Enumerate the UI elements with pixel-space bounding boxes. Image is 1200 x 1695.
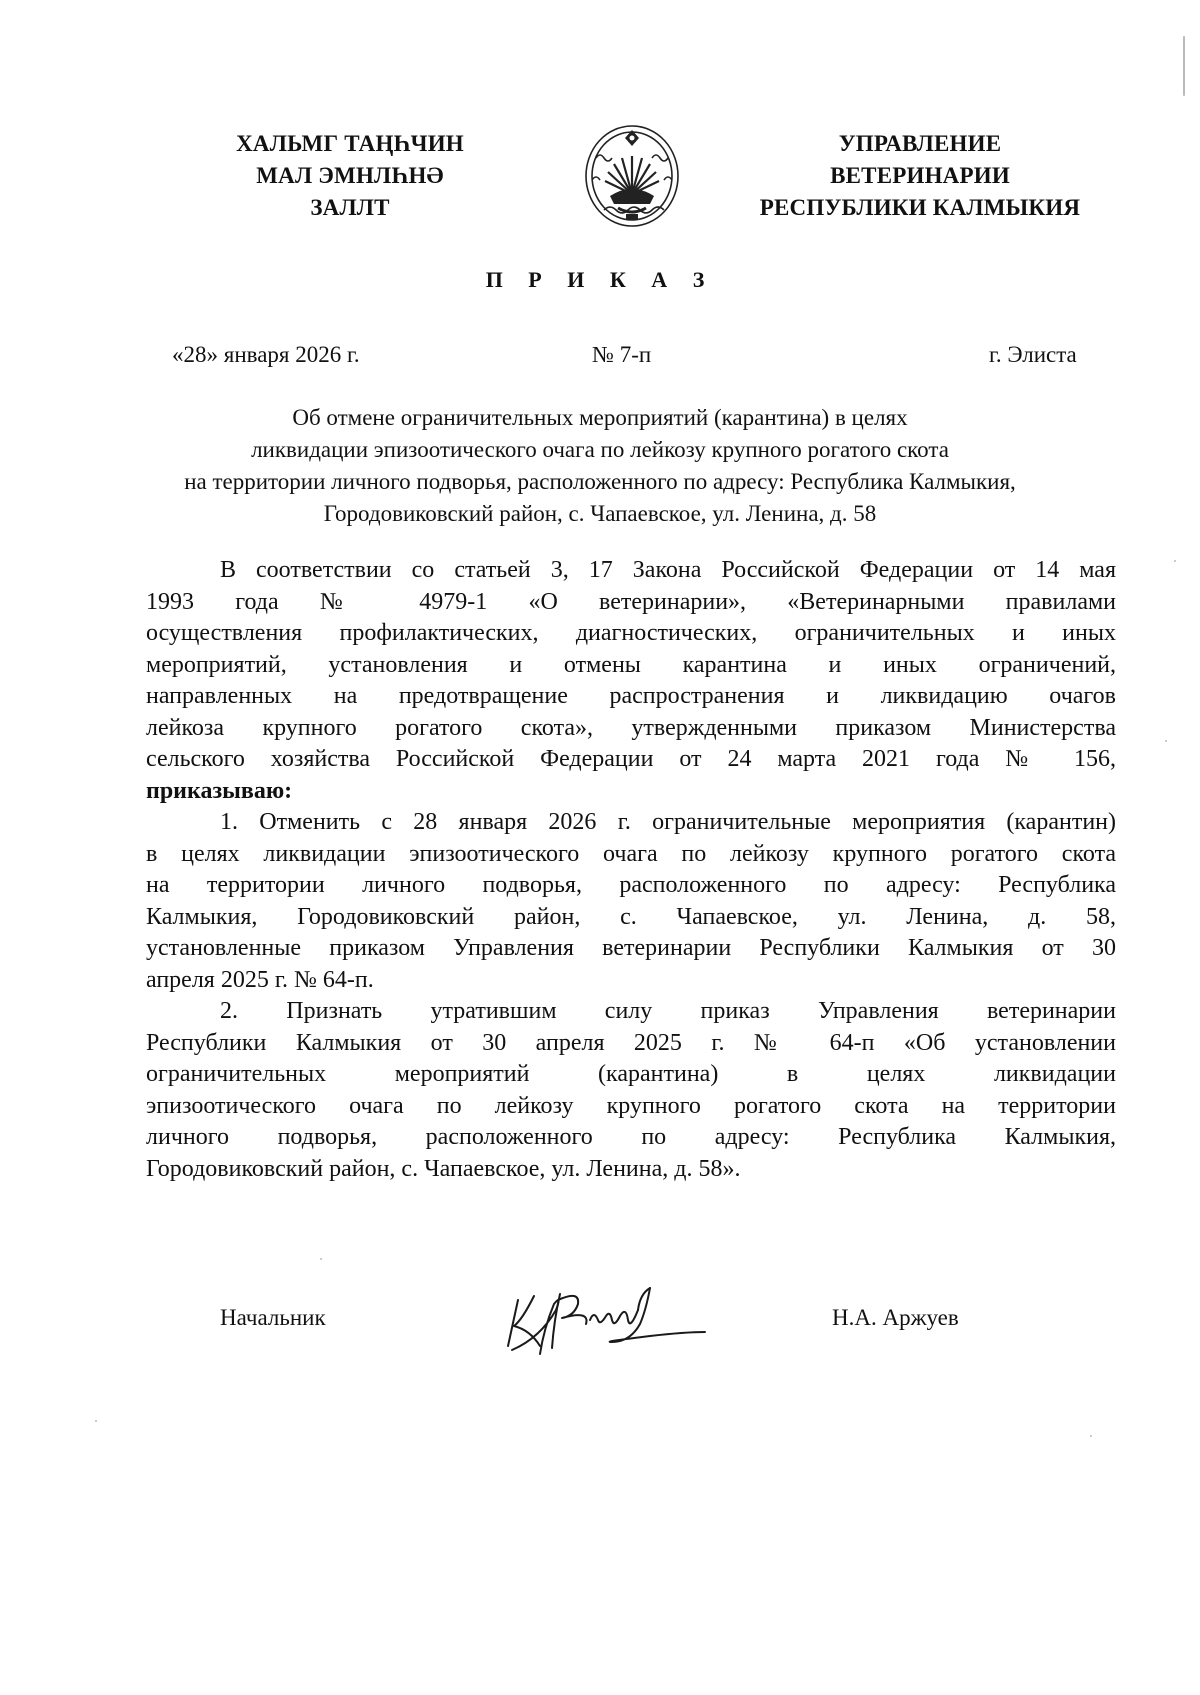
scan-artifact xyxy=(1090,1435,1092,1437)
order-word: приказываю: xyxy=(146,777,293,804)
subject-line: Городовиковский район, с. Чапаевское, ул. Ленина, д. 58 xyxy=(323,501,877,526)
scan-artifact xyxy=(320,1258,322,1260)
body-line: эпизоотического очага по лейкозу крупного рогатого скота на территории xyxy=(146,1092,1116,1119)
document-title: П Р И К А З xyxy=(485,267,715,292)
body-line: 1. Отменить с 28 января 2026 г. ограничительные мероприятия (карантин) xyxy=(220,809,1116,835)
order-city: г. Элиста xyxy=(989,342,1077,367)
body-line: сельского хозяйства Российской Федерации от 24 марта 2021 года № 156, xyxy=(146,746,1116,772)
order-date: «28» января 2026 г. xyxy=(172,342,360,367)
signatory-name: Н.А. Аржуев xyxy=(832,1305,959,1330)
body-line: мероприятий, установления и отмены карантина и иных ограничений, xyxy=(146,651,1116,678)
republic-of-kalmykia-emblem-icon xyxy=(582,118,682,230)
order-body xyxy=(146,555,1116,1185)
body-line: в целях ликвидации эпизоотического очага по лейкозу крупного рогатого скота xyxy=(146,840,1116,867)
body-line: апреля 2025 г. № 64-п. xyxy=(146,966,374,993)
body-line: Калмыкия, Городовиковский район, с. Чапаевское, ул. Ленина, д. 58, xyxy=(146,903,1116,930)
order-subject xyxy=(100,402,1100,530)
header-kalmyk-line: ЗАЛЛТ xyxy=(310,195,390,220)
scan-artifact xyxy=(1165,740,1167,742)
body-line: 2. Признать утратившим силу приказ Управления ветеринарии xyxy=(220,998,1116,1024)
header-kalmyk-line: ХАЛЬМГ ТАҢҺЧИН xyxy=(236,131,464,156)
header-russian-line: ВЕТЕРИНАРИИ xyxy=(830,163,1010,188)
header-russian-line: РЕСПУБЛИКИ КАЛМЫКИЯ xyxy=(759,195,1081,220)
handwritten-signature xyxy=(500,1280,715,1360)
body-line: ограничительных мероприятий (карантина) в целях ликвидации xyxy=(146,1061,1116,1087)
body-line: на территории личного подворья, расположенного по адресу: Республика xyxy=(146,872,1116,898)
header-russian xyxy=(750,128,1090,224)
body-line: осуществления профилактических, диагностических, ограничительных и иных xyxy=(146,620,1116,646)
header-kalmyk-line: МАЛ ЭМНЛҺНӘ xyxy=(256,163,444,188)
body-line: В соответствии со статьей 3, 17 Закона Российской Федерации от 14 мая xyxy=(220,557,1116,583)
subject-line: на территории личного подворья, расположенного по адресу: Республика Калмыкия, xyxy=(184,469,1016,494)
body-line: направленных на предотвращение распространения и ликвидацию очагов xyxy=(146,683,1116,709)
subject-line: ликвидации эпизоотического очага по лейкозу крупного рогатого скота xyxy=(251,437,949,462)
scan-artifact xyxy=(1183,36,1185,96)
header-kalmyk xyxy=(180,128,520,224)
body-line: Городовиковский район, с. Чапаевское, ул. Ленина, д. 58». xyxy=(146,1155,741,1182)
header-russian-line: УПРАВЛЕНИЕ xyxy=(838,131,1002,156)
item-2-paragraph xyxy=(146,996,1116,1185)
body-line: личного подворья, расположенного по адресу: Республика Калмыкия, xyxy=(146,1124,1116,1150)
body-line: 1993 года № 4979-1 «О ветеринарии», «Ветеринарными правилами xyxy=(146,588,1116,615)
body-line: Республики Калмыкия от 30 апреля 2025 г. № 64-п «Об установлении xyxy=(146,1029,1116,1056)
body-line: лейкоза крупного рогатого скота», утвержденными приказом Министерства xyxy=(146,714,1116,741)
preamble-paragraph xyxy=(146,555,1116,807)
body-line: установленные приказом Управления ветеринарии Республики Калмыкия от 30 xyxy=(146,935,1116,961)
order-number: № 7-п xyxy=(592,342,652,367)
item-1-paragraph xyxy=(146,807,1116,996)
subject-line: Об отмене ограничительных мероприятий (карантина) в целях xyxy=(292,405,908,430)
scan-artifact xyxy=(95,1420,97,1422)
scan-artifact xyxy=(1174,560,1176,562)
signatory-position: Начальник xyxy=(220,1305,326,1330)
